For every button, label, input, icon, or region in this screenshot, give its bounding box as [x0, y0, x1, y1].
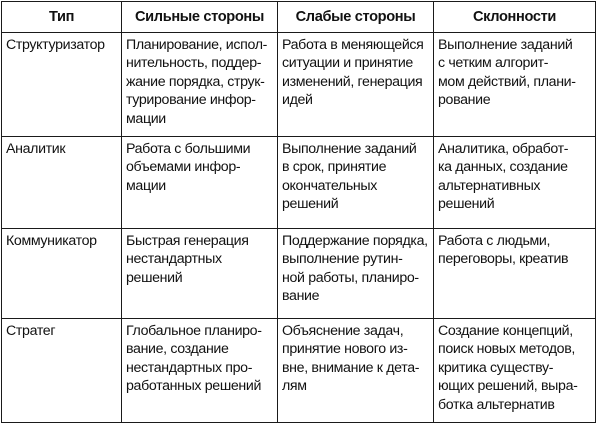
type-cell: Коммуникатор — [2, 229, 122, 319]
header-inclinations: Склонности — [434, 2, 596, 33]
table-row — [2, 137, 596, 229]
table-row — [2, 229, 596, 319]
strengths-cell: Быстрая генерация нестандартных решений — [122, 229, 278, 319]
type-cell: Структуризатор — [2, 33, 122, 137]
table-header-row — [2, 2, 596, 33]
table-row — [2, 319, 596, 423]
inclinations-cell: Создание концепций, поиск новых методов, критика существу- ющих решений, выра- ботка альтернатив — [434, 319, 596, 423]
weaknesses-cell: Выполнение заданий в срок, принятие окончательных решений — [278, 137, 434, 229]
inclinations-cell: Работа с людьми, переговоры, креатив — [434, 229, 596, 319]
inclinations-cell: Аналитика, обработ- ка данных, создание альтернативных решений — [434, 137, 596, 229]
type-cell: Аналитик — [2, 137, 122, 229]
strengths-cell: Работа с большими объемами инфор- мации — [122, 137, 278, 229]
team-roles-table — [1, 1, 596, 423]
inclinations-cell: Выполнение заданий с четким алгорит- мом действий, плани- рование — [434, 33, 596, 137]
type-cell: Стратег — [2, 319, 122, 423]
weaknesses-cell: Объяснение задач, принятие нового из- вне, внимание к дета- лям — [278, 319, 434, 423]
header-type: Тип — [2, 2, 122, 33]
header-weaknesses: Слабые стороны — [278, 2, 434, 33]
weaknesses-cell: Поддержание порядка, выполнение рутин- ной работы, планиро- вание — [278, 229, 434, 319]
header-strengths: Сильные стороны — [122, 2, 278, 33]
strengths-cell: Глобальное планиро- вание, создание нестандартных про- работанных решений — [122, 319, 278, 423]
table-row — [2, 33, 596, 137]
strengths-cell: Планирование, испол- нительность, поддер- жание порядка, струк- турирование инфор- мации — [122, 33, 278, 137]
weaknesses-cell: Работа в меняющейся ситуации и принятие изменений, генерация идей — [278, 33, 434, 137]
